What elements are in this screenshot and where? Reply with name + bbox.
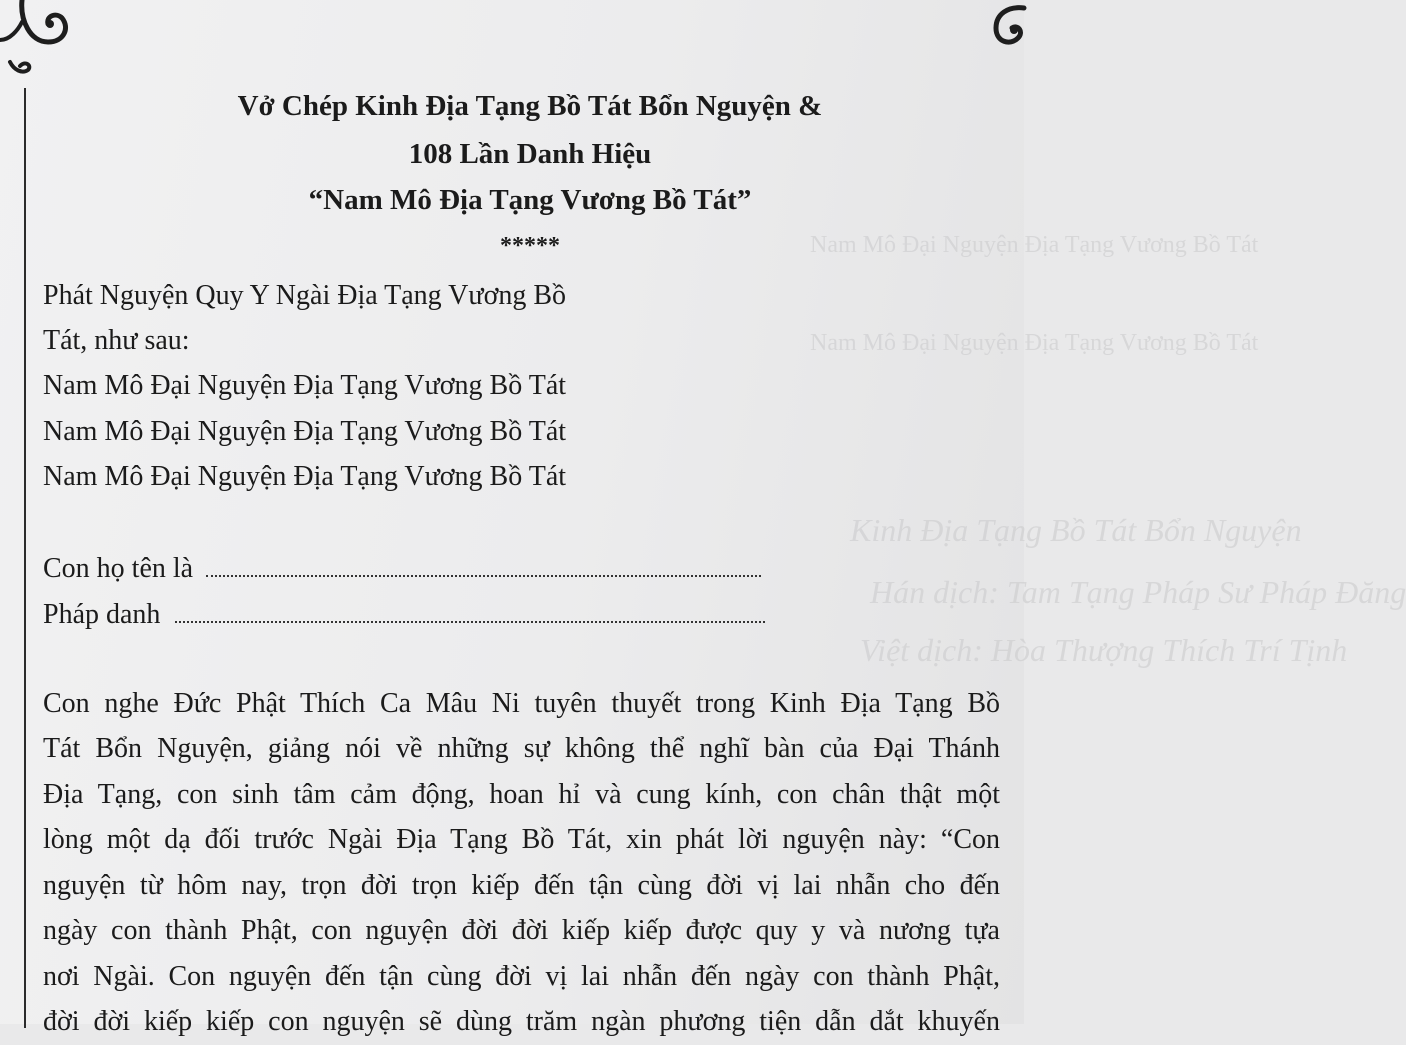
name-field-label: Con họ tên là [43,553,194,584]
title-separator: ***** [500,233,560,259]
body-line: ngày con thành Phật, con nguyện đời đời kiếp kiếp được quy y và nương tựa [43,915,1000,946]
bleed-through-line: Hán dịch: Tam Tạng Pháp Sư Pháp Đăng [870,574,1406,610]
body-line: nơi Ngài. Con nguyện đến tận cùng đời vị lai nhẫn đến ngày con thành Phật, [43,961,1000,992]
body-line: nguyện từ hôm nay, trọn đời trọn kiếp đến tận cùng đời vị lai nhẫn cho đến [43,870,1000,901]
corner-flourish-icon [0,0,90,90]
name-field-blank[interactable] [206,557,761,577]
vow-intro-line: Phát Nguyện Quy Y Ngài Địa Tạng Vương Bồ [43,280,567,311]
body-line: đời đời kiếp kiếp con nguyện sẽ dùng trăm ngàn phương tiện dẫn dắt khuyến [43,1006,1000,1037]
left-border-rule [24,88,26,1028]
body-line: lòng một dạ đối trước Ngài Địa Tạng Bồ Tát, xin phát lời nguyện này: “Con [43,824,1000,855]
bleed-through-line: Việt dịch: Hòa Thượng Thích Trí Tịnh [860,632,1348,668]
chant-line: Nam Mô Đại Nguyện Địa Tạng Vương Bồ Tát [43,370,567,401]
name-field-row [43,555,761,583]
page-title-line-2: 108 Lần Danh Hiệu [408,138,652,170]
vow-intro-line: Tát, như sau: [43,325,190,356]
dharma-name-field-row [43,601,765,629]
body-line: Tát Bổn Nguyện, giảng nói về những sự không thể nghĩ bàn của Đại Thánh [43,733,1000,764]
dharma-name-field-blank[interactable] [175,603,765,623]
corner-flourish-icon [974,0,1024,60]
body-line: Con nghe Đức Phật Thích Ca Mâu Ni tuyên thuyết trong Kinh Địa Tạng Bồ [43,688,1000,719]
chant-line: Nam Mô Đại Nguyện Địa Tạng Vương Bồ Tát [43,416,567,447]
bleed-through-line: Kinh Địa Tạng Bồ Tát Bổn Nguyện [850,512,1302,548]
page-title-line-1: Vở Chép Kinh Địa Tạng Bồ Tát Bổn Nguyện & [237,90,823,122]
bleed-through-line: Nam Mô Đại Nguyện Địa Tạng Vương Bồ Tát [810,330,1259,356]
body-line: Địa Tạng, con sinh tâm cảm động, hoan hỉ và cung kính, con chân thật một [43,779,1000,810]
chant-line: Nam Mô Đại Nguyện Địa Tạng Vương Bồ Tát [43,461,567,492]
page-title-line-3: “Nam Mô Địa Tạng Vương Bồ Tát” [308,184,752,216]
dharma-name-field-label: Pháp danh [43,599,161,630]
bleed-through-line: Nam Mô Đại Nguyện Địa Tạng Vương Bồ Tát [810,232,1259,258]
